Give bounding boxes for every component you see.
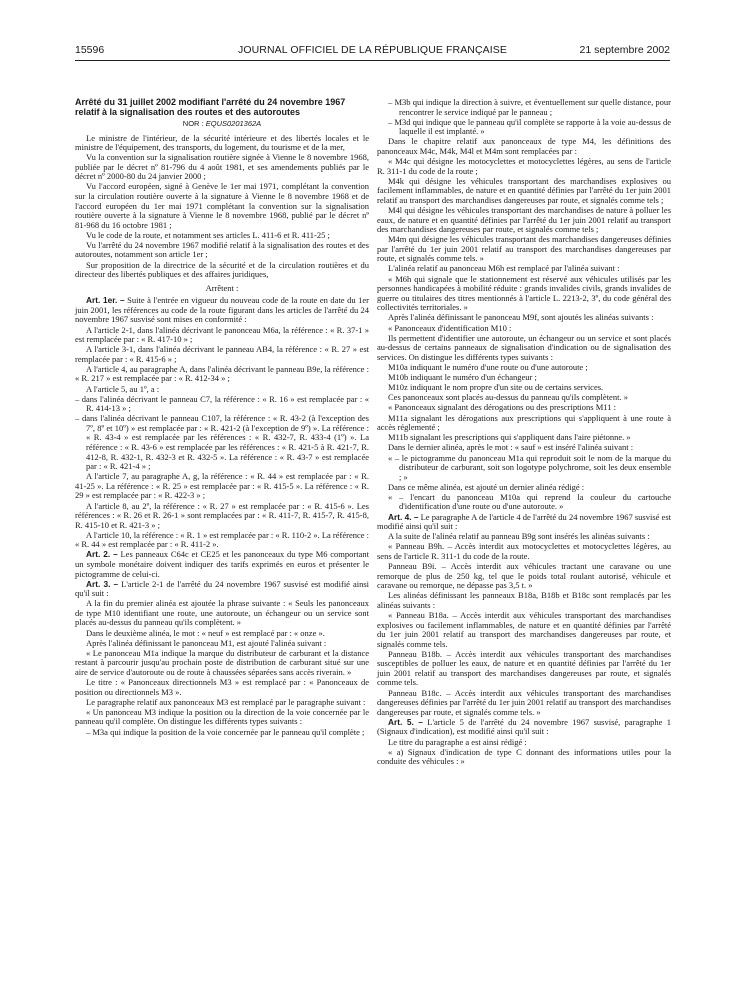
article-paragraph: Après l'alinéa définissant le panonceau M9f, sont ajoutés les alinéas suivants : [388,312,654,323]
article-4 [377,513,671,532]
article-3-dash-items [75,728,369,738]
preamble-paragraph: Vu la convention sur la signalisation routière signée à Vienne le 8 novembre 1968, publiée par le décret nº 81-796 du 4 août 1981, et ses amendements publiés par le décret nº 2000-80 du 24 janvier 2000 ; [75,152,369,182]
article-paragraph: M10b indiquant le numéro d'un échangeur ; [388,372,537,383]
preamble-paragraph: Vu l'arrêté du 24 novembre 1967 modifié relatif à la signalisation des routes et des autoroutes, notamment son article 1er ; [75,239,369,260]
nor-code: EQUS0201362A [205,119,262,128]
article-paragraph: « Panneau B18a. – Accès interdit aux véhicules transportant des marchandises explosives ou facilement inflammables, de nature et en quantité définies par l'arrêté du 1er juin 2001 relatif au transport des marchandises dangereuses par route, et signalés comme tels. [377,610,671,649]
article-1-items [75,326,369,395]
dash-item-m1a [377,454,671,483]
continued-dash-items [377,98,671,137]
article-paragraph: A l'article 8, au 2º, la référence : « R. 27 » est remplacée par : « R. 415-6 ». Les références : « R. 26 et R. 26-1 » sont remplacées par : « R. 411-7, R. 415-7, R. 415-8, R. 415-10 et R. 421-3 » ; [75,500,369,530]
journal-title: JOURNAL OFFICIEL DE LA RÉPUBLIQUE FRANÇAISE [238,44,507,56]
header-rule [75,60,670,61]
same-paragraph-note: Dans ce même alinéa, est ajouté un dernier alinéa rédigé : [388,481,585,492]
article-3-label: Art. 3. – [86,578,119,589]
article-paragraph: M11a signalant les dérogations aux prescriptions qui s'appliquent à une route à accès réglementé ; [377,412,671,433]
article-paragraph: A la suite de l'alinéa relatif au panneau B9g sont insérés les alinéas suivants : [388,531,650,542]
preamble-paragraph: Vu le code de la route, et notamment ses articles L. 411-6 et R. 411-25 ; [86,229,330,240]
publication-date: 21 septembre 2002 [579,44,670,56]
article-paragraph: « M4c qui désigne les motocyclettes et motocyclettes légères, au sens de l'article R. 311-1 du code de la route ; [377,156,671,176]
dash-item: « – le pictogramme du panonceau M1a qui reproduit soit le nom de la marque du distributeur de carburant, soit son logotype polychrome, soit les deux ensemble ; » [388,452,671,482]
article-paragraph: A l'article 3-1, dans l'alinéa décrivant le panneau AB4, la référence : « R. 27 » est remplacée par : « R. 415-6 » ; [75,344,369,364]
article-paragraph: A l'article 7, au paragraphe A, g, la référence : « R. 44 » est remplacée par : « R. 41-25 ». La référence : « R. 25 » est remplacée par : « R. 415-5 ». La référence : « R. 29 » est remplacée par : « R. 422-3 » ; [75,471,369,501]
article-paragraph: Panneau B18c. – Accès interdit aux véhicules transportant des marchandises dangereuses définies par l'arrêté du 1er juin 2001 relatif au transport des marchandises dangereuses par route, et signalés comme tels. » [377,687,671,717]
article-paragraph: Après l'alinéa définissant le panonceau M1, est ajouté l'alinéa suivant : [86,637,327,648]
dash-item: – M3d qui indique que le panneau qu'il complète se rapporte à la voie au-dessus de laquelle il est implanté. » [388,116,671,137]
article-1-text: Suite à l'entrée en vigueur du nouveau code de la route en date du 1er juin 2001, les références au code de la route figurant dans les articles de l'arrêté du 24 novembre 1967 susvisé sont mises en conformité : [75,295,369,325]
article-paragraph: A l'article 4, au paragraphe A, dans l'alinéa décrivant le panneau B9e, la référence : « R. 217 » est remplacée par : « R. 412-34 » ; [75,363,369,384]
article-paragraph: Le titre : « Panonceaux directionnels M3 » est remplacé par : « Panonceaux de position ou directionnels M3 ». [75,677,369,697]
nor-label: NOR : [182,119,204,128]
preamble [75,134,369,280]
article-1-more-items [75,472,369,550]
dash-item-m10a [377,493,671,512]
article-paragraph: Ils permettent d'identifier une autoroute, un échangeur ou un service et sont placés au-dessus de certains panneaux de signalisation d'indication ou de signalisation des services. On distingue les différents types suivants : [377,332,671,362]
article-4-text: Le paragraphe A de l'article 4 de l'arrêté du 24 novembre 1967 susvisé est modifié ainsi qu'il suit : [377,511,671,532]
decree-title: Arrêté du 31 juillet 2002 modifiant l'arrêté du 24 novembre 1967 relatif à la signalisation des routes et des autoroutes [75,97,346,117]
article-paragraph: Le paragraphe relatif aux panonceaux M3 est remplacé par le paragraphe suivant : [86,696,366,707]
article-2-label: Art. 2. – [86,549,118,560]
article-2-text: Les panneaux C64c et CE25 et les panonceaux du type M6 comportant un symbole monétaire doivent indiquer des tarifs exprimés en euros et présenter le pictogramme de celui-ci. [75,549,369,579]
article-1 [75,296,369,325]
article-paragraph: Panneau B9i. – Accès interdit aux véhicules tractant une caravane ou une remorque de plus de 250 kg, tel que le poids total roulant autorisé, véhicule et caravane ou remorque, ne dépasse pas 3,5 t. » [377,561,671,591]
article-paragraph: « Le panonceau M1a indique la marque du distributeur de carburant et la distance restant à parcourir jusqu'au prochain poste de distribution de carburant situé sur une aire de service d'autoroute ou de route à chaussées séparées sans accès riverain. » [75,647,369,677]
article-3-text: L'article 2-1 de l'arrêté du 24 novembre 1967 susvisé est modifié ainsi qu'il suit : [75,578,369,599]
article-paragraph: Dans le dernier alinéa, après le mot : « sauf » est inséré l'alinéa suivant : [388,442,634,453]
article-paragraph: « M6h qui signale que le stationnement est réservé aux véhicules utilisés par les personnes handicapées à mobilité réduite : grands invalides civils, grands invalides de guerre ou titulaires des titres mentionnés à l'article L. 2213-2, 3º, du code général des collectivités territoriales. » [377,273,671,313]
dash-item: – dans l'alinéa décrivant le panneau C7, la référence : « R. 16 » est remplacée par : « R. 414-13 » ; [75,393,369,414]
arretent-heading: Arrêtent : [205,282,239,293]
article-paragraph: L'alinéa relatif au panonceau M6h est remplacé par l'alinéa suivant : [388,263,620,274]
article-paragraph: Les alinéas définissant les panneaux B18a, B18b et B18c sont remplacés par les alinéas suivants : [377,590,671,610]
article-paragraph: A l'article 5, au 1º, a : [86,383,160,394]
article-paragraph: « Un panonceau M3 indique la position ou la direction de la voie concernée par le panneau qu'il complète. On distingue les différents types suivants : [75,706,369,727]
article-2 [75,550,369,579]
article-paragraph: M11b signalant les prescriptions qui s'appliquent dans l'aire piétonne. » [388,432,631,443]
dash-item: – dans l'alinéa décrivant le panneau C107, la référence : « R. 43-2 (à l'exception des 7º, 8º et 10º) » est remplacée par : « R. 421-2 (à l'exception de 9º) ». La référence : « R. 43-4 » est remplacée par les références : « R. 432-7, R. 433-4 (1º) ». La référence : « R. 43-6 » est remplacée par les références : « R. 421-5 à R. 421-7, R. 412-8, R. 432-1, R. 432-3 et R. 432-5 ». La référence : « R. 43-7 » est remplacée par : « R. 421-4 » ; [75,413,369,472]
article-paragraph: Le titre du paragraphe a est ainsi rédigé : [388,736,527,747]
article-paragraph: Dans le deuxième alinéa, le mot : « neuf » est remplacé par : « onze ». [86,627,325,638]
dash-item: – M3b qui indique la direction à suivre, et éventuellement sur quelle distance, pour rencontrer le service indiqué par le panneau ; [388,97,671,117]
article-paragraph: « Panonceaux signalant des dérogations ou des prescriptions M11 : [388,402,616,413]
article-paragraph: M4k qui désigne les véhicules transportant des marchandises explosives ou facilement inflammables, de nature et en quantité définies par l'arrêté du 1er juin 2001 relatif au transport des marchandises dangereuses par route, et signalés comme tels ; [377,175,671,205]
m4-m10-m11-amendments [377,137,671,453]
left-column [75,97,369,738]
article-paragraph: Dans le chapitre relatif aux panonceaux de type M4, les définitions des panonceaux M4c, M4k, M4l et M4m sont remplacées par : [377,136,671,156]
article-5 [377,718,671,737]
preamble-paragraph: Sur proposition de la directrice de la sécurité et de la circulation routières et du directeur des libertés publiques et des affaires juridiques, [75,259,369,280]
article-paragraph: A l'article 10, la référence : « R. 1 » est remplacée par : « R. 110-2 ». La référence : « R. 44 » est remplacée par : « R. 411-2 ». [75,529,370,550]
dash-item: – M3a qui indique la position de la voie concernée par le panneau qu'il complète ; [86,726,365,737]
article-4-items [377,532,671,717]
article-1-label: Art. 1er. – [86,295,125,306]
article-paragraph: « Panonceaux d'identification M10 : [388,322,512,333]
article-paragraph: Panneau B18b. – Accès interdit aux véhicules transportant des marchandises susceptibles de polluer les eaux, de nature et en quantité définies par l'arrêté du 1er juin 2001 relatif au transport des marchandises dangereuses par route, et signalés comme tels. [377,648,671,688]
article-3 [75,580,369,599]
page-number: 15596 [75,44,105,56]
article-5-items [377,738,671,767]
page-header [75,44,670,58]
article-paragraph: A la fin du premier alinéa est ajoutée la phrase suivante : « Seuls les panonceaux de type M10 identifiant une route, une autoroute, un échangeur ou un service sont placés au-dessus du panneau qu'ils complètent. » [75,598,369,628]
preamble-paragraph: Le ministre de l'intérieur, de la sécurité intérieure et des libertés locales et le ministre de l'équipement, des transports, du logement, du tourisme et de la mer, [75,132,369,153]
article-4-label: Art. 4. – [388,511,419,522]
article-paragraph: M4m qui désigne les véhicules transportant des marchandises dangereuses définies par l'arrêté du 1er juin 2001 relatif au transport des marchandises dangereuses par route, et signalés comme tels. » [377,234,671,264]
article-paragraph: Ces panonceaux sont placés au-dessus du panneau qu'ils complètent. » [388,392,628,403]
article-5-label: Art. 5. – [388,716,423,727]
article-paragraph: M10a indiquant le numéro d'une route ou d'une autoroute ; [388,361,588,372]
article-paragraph: M4l qui désigne les véhicules transportant des marchandises de nature à polluer les eaux, de nature et en quantité définies par l'arrêté du 1er juin 2001 relatif au transport des marchandises dangereuses par route, et signalés comme tels ; [377,204,671,235]
article-paragraph: « a) Signaux d'indication de type C donnant des informations utiles pour la conduite des véhicules : » [377,746,671,767]
article-3-items [75,599,369,727]
article-5-text: L'article 5 de l'arrêté du 24 novembre 1967 susvisé, paragraphe 1 (Signaux d'indication), est modifié ainsi qu'il suit : [377,716,671,737]
dash-item: « – l'encart du panonceau M10a qui reprend la couleur du cartouche d'identification d'une route ou d'une autoroute. » [388,491,671,512]
article-paragraph: A l'article 2-1, dans l'alinéa décrivant le panonceau M6a, la référence : « R. 37-1 » est remplacée par : « R. 417-10 » ; [75,324,369,345]
right-column [377,98,671,767]
article-paragraph: M10z indiquant le nom propre d'un site ou de certains services. [388,382,604,393]
article-paragraph: « Panneau B9h. – Accès interdit aux motocyclettes et motocyclettes légères, au sens de l'article R. 311-1 du code de la route. [377,541,671,561]
article-1-dash-items [75,395,369,472]
nor-reference [75,119,369,129]
preamble-paragraph: Vu l'accord européen, signé à Genève le 1er mai 1971, complétant la convention sur la circulation routière ouverte à la signature à Vienne le 8 novembre 1968 et de l'accord européen du 1er mai 1971 complétant la convention sur la signalisation routière ouverte à la signature à Vienne le 8 novembre 1968, publié par le décret nº 81-968 du 16 octobre 1981 ; [75,181,369,230]
